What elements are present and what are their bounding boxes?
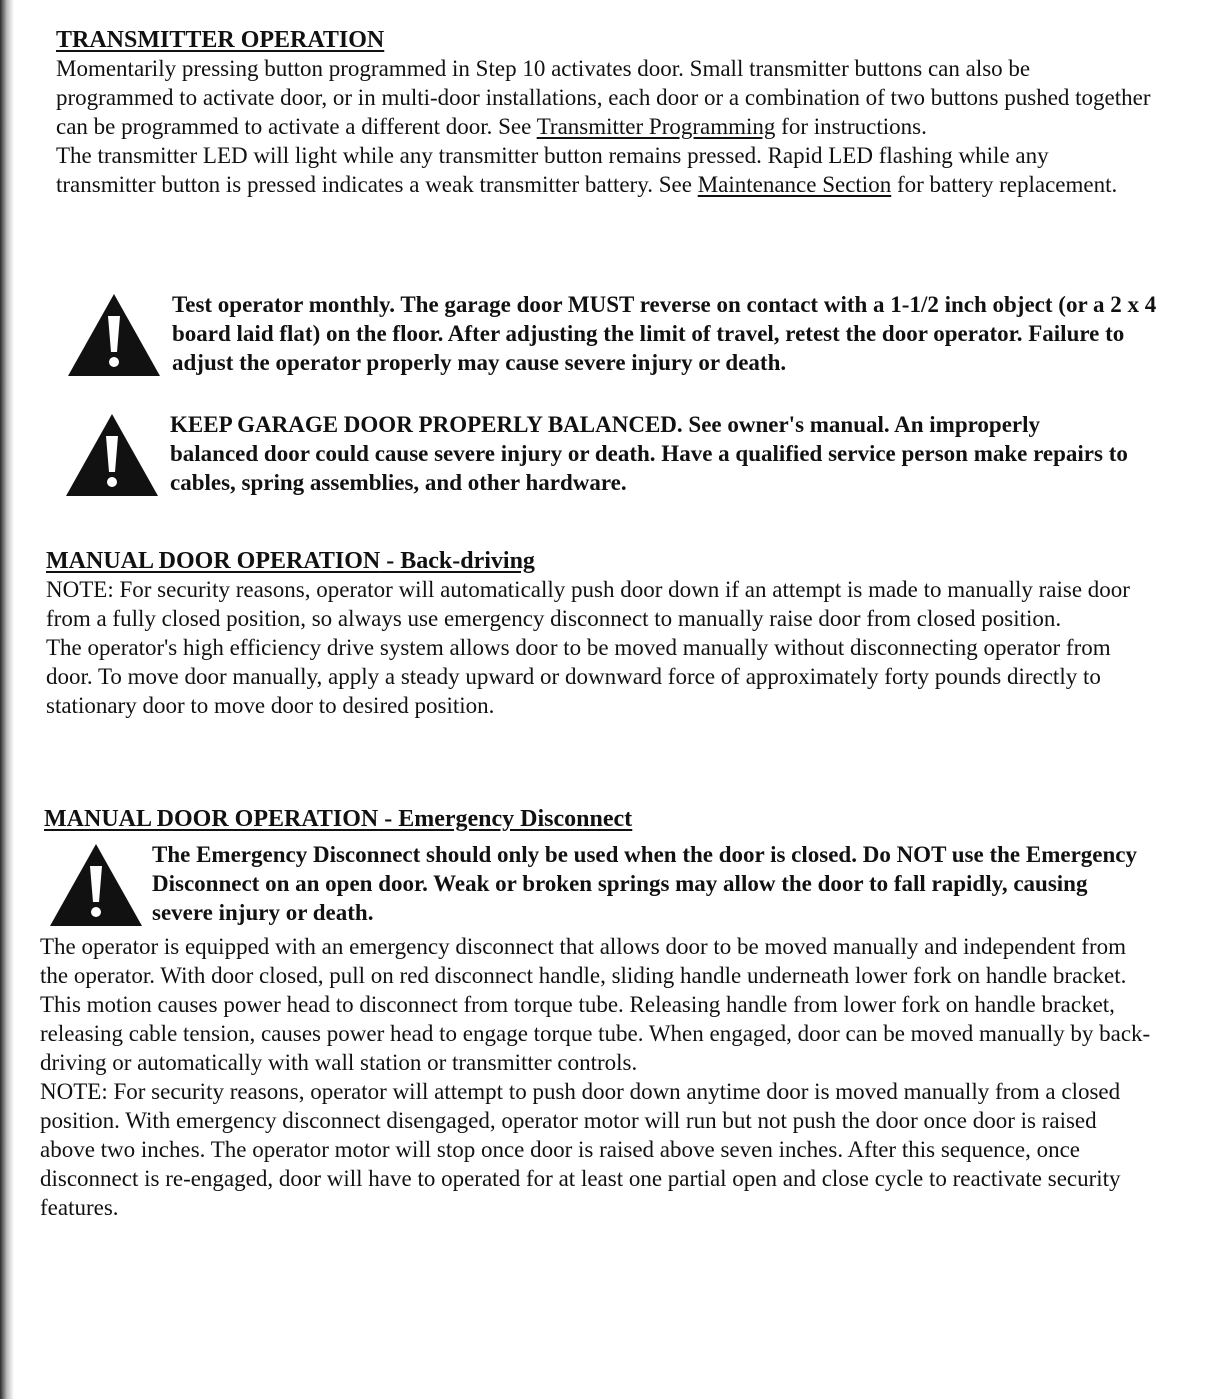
emergency-disconnect-paragraph: The operator is equipped with an emergency disconnect that allows door to be moved manually and independent from the operator. With door closed, pull on red disconnect handle, sliding handle underneath lower fork on handle bracket. This motion causes power head to disconnect from torque tube. Releasing handle from lower fork on handle bracket, releasing cable tension, causes power head to engage torque tube. When engaged, door can be moved manually by back-driving or automatically with wall station or transmitter controls. bbox=[40, 934, 1151, 1075]
transmitter-paragraph-1 bbox=[56, 54, 1151, 141]
emergency-heading-main: MANUAL DOOR OPERATION bbox=[44, 806, 379, 832]
transmitter-p1-text: Momentarily pressing button programmed in Step 10 activates door. Small transmitter buttons can also be programmed to activate door, or in multi-door installations, each door or a combination of two buttons pushed together can be programmed to activate a different door. See bbox=[56, 56, 1151, 139]
warning-triangle-icon bbox=[64, 412, 160, 498]
warning-triangle-icon bbox=[48, 842, 144, 928]
emergency-disconnect-body bbox=[40, 932, 1165, 1222]
emergency-disconnect-note: NOTE: For security reasons, operator will attempt to push door down anytime door is moved manually from a closed position. With emergency disconnect disengaged, operator motor will run but not push the door once door is raised above two inches. The operator motor will stop once door is raised above seven inches. After this sequence, once disconnect is re-engaged, door will have to operated for at least one partial open and close cycle to reactivate security features. bbox=[40, 1079, 1121, 1220]
emergency-disconnect-section bbox=[44, 805, 1164, 833]
transmitter-p1-tail: for instructions. bbox=[775, 114, 927, 139]
warning-triangle-icon bbox=[66, 292, 162, 378]
transmitter-section bbox=[56, 26, 1166, 199]
emergency-heading-suffix: - Emergency Disconnect bbox=[378, 806, 633, 832]
warning-test-monthly-text: Test operator monthly. The garage door MUST reverse on contact with a 1-1/2 inch object (or a 2 x 4 board laid flat) on the floor. After adjusting the limit of travel, retest the door operator. Failure to adjust the operator properly may cause severe injury or death. bbox=[172, 292, 1157, 375]
transmitter-p2-tail: for battery replacement. bbox=[891, 172, 1118, 197]
maintenance-section-link[interactable]: Maintenance Section bbox=[697, 172, 892, 197]
backdriving-heading bbox=[46, 547, 1166, 575]
emergency-disconnect-heading bbox=[44, 805, 1164, 833]
warning-emergency-text: The Emergency Disconnect should only be used when the door is closed. Do NOT use the Emergency Disconnect on an open door. Weak or broken springs may allow the door to fall rapidly, causing severe injury or death. bbox=[152, 842, 1137, 925]
backdriving-paragraph: The operator's high efficiency drive system allows door to be moved manually without disconnecting operator from door. To move door manually, apply a steady upward or downward force of approximately forty pounds directly to stationary door to move door to desired position. bbox=[46, 635, 1111, 718]
backdriving-section bbox=[46, 547, 1166, 720]
backdriving-heading-suffix: - Back-driving bbox=[380, 548, 535, 574]
warning-balance-text: KEEP GARAGE DOOR PROPERLY BALANCED. See owner's manual. An improperly balanced door could cause severe injury or death. Have a qualified service person make repairs to cables, spring assemblies, and other hardware. bbox=[170, 412, 1128, 495]
transmitter-programming-link[interactable]: Transmitter Programming bbox=[536, 114, 776, 139]
transmitter-heading: TRANSMITTER OPERATION bbox=[56, 27, 385, 53]
transmitter-p2-text: The transmitter LED will light while any transmitter button remains pressed. Rapid LED flashing while any transmitter button is pressed indicates a weak transmitter battery. See bbox=[56, 143, 1049, 197]
backdriving-heading-main: MANUAL DOOR OPERATION bbox=[46, 548, 381, 574]
backdriving-note: NOTE: For security reasons, operator will automatically push door down if an attempt is made to manually raise door from a fully closed position, so always use emergency disconnect to manually raise door from closed position. bbox=[46, 577, 1130, 631]
transmitter-paragraph-2 bbox=[56, 141, 1151, 199]
